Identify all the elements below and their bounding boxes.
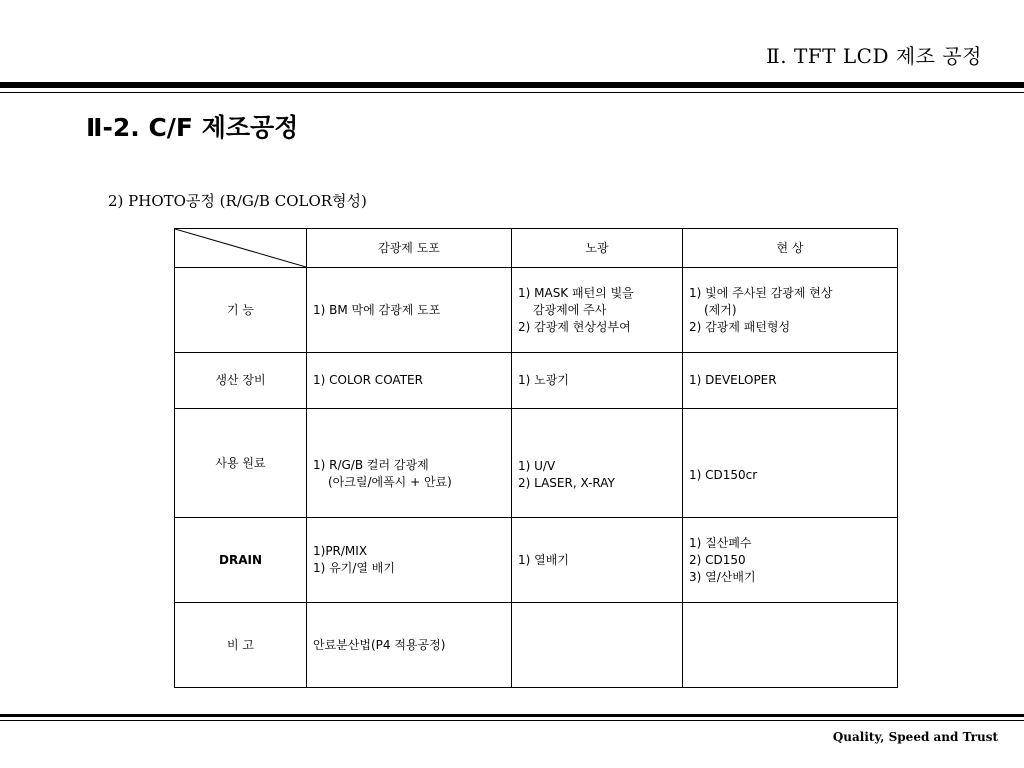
cell-equipment-develop: [683, 353, 898, 409]
cell-line: 1)PR/MIX: [313, 544, 368, 558]
cell-drain-exposure: [512, 518, 683, 603]
table-row: [175, 268, 898, 353]
cell-line: 1) 노광기: [518, 373, 569, 387]
cell-function-coating: [307, 268, 512, 353]
header-title: Ⅱ. TFT LCD 제조 공정: [766, 44, 982, 68]
cell-line: 2) CD150: [689, 552, 746, 567]
cell-line: 1) 질산폐수: [689, 535, 752, 550]
cell-line: 1) DEVELOPER: [689, 373, 777, 387]
row-label-materials: 사용 원료: [175, 409, 307, 518]
header-rule-thin: [0, 92, 1024, 93]
cell-line: 1) U/V: [518, 459, 556, 473]
cell-line: (제거): [704, 302, 737, 317]
cell-materials-coating: [307, 409, 512, 518]
cell-remarks-develop: [683, 603, 898, 688]
cell-function-exposure: [512, 268, 683, 353]
cell-line: 1) CD150cr: [689, 467, 758, 482]
section-title: Ⅱ-2. C/F 제조공정: [86, 113, 299, 142]
cell-function-develop: [683, 268, 898, 353]
row-label-drain: DRAIN: [175, 518, 307, 603]
cell-line: 1) COLOR COATER: [313, 373, 423, 387]
cell-line: 감광제에 주사: [533, 302, 607, 317]
column-header-coating: 감광제 도포: [307, 229, 512, 268]
cell-line: 1) BM 막에 감광제 도포: [313, 302, 441, 317]
corner-diagonal-cell: [175, 229, 307, 268]
row-label-remarks: 비 고: [175, 603, 307, 688]
cell-line: 1) R/G/B 컬러 감광제: [313, 458, 429, 472]
cell-drain-coating: [307, 518, 512, 603]
cell-line: 1) MASK 패턴의 빛을: [518, 285, 634, 300]
column-header-develop: 현 상: [683, 229, 898, 268]
footer-rule-thick: [0, 714, 1024, 717]
cell-line: 1) 열배기: [518, 552, 569, 567]
subsection-title: 2) PHOTO공정 (R/G/B COLOR형성): [108, 192, 367, 210]
table-row: [175, 409, 898, 518]
table-header-row: [175, 229, 898, 268]
row-label-equipment: 생산 장비: [175, 353, 307, 409]
cell-remarks-coating: [307, 603, 512, 688]
cell-remarks-exposure: [512, 603, 683, 688]
cell-line: (아크릴/에폭시 + 안료): [328, 475, 452, 489]
cell-line: 3) 열/산배기: [689, 569, 756, 584]
cell-line: 2) LASER, X-RAY: [518, 476, 615, 490]
cell-materials-exposure: [512, 409, 683, 518]
cell-equipment-exposure: [512, 353, 683, 409]
table-row: [175, 353, 898, 409]
cell-line: 2) 감광제 패턴형성: [689, 319, 791, 334]
table-row: [175, 603, 898, 688]
cell-line: 1) 유기/열 배기: [313, 561, 395, 575]
process-table: [174, 228, 898, 688]
diagonal-line: [175, 229, 306, 267]
footer-rule-thin: [0, 720, 1024, 721]
table-row: [175, 518, 898, 603]
footer-tagline: Quality, Speed and Trust: [832, 730, 998, 744]
column-header-exposure: 노광: [512, 229, 683, 268]
row-label-function: 기 능: [175, 268, 307, 353]
cell-equipment-coating: [307, 353, 512, 409]
header-rule-thick: [0, 82, 1024, 88]
cell-materials-develop: [683, 409, 898, 518]
cell-line: 안료분산법(P4 적용공정): [313, 637, 446, 652]
cell-line: 1) 빛에 주사된 감광제 현상: [689, 285, 833, 300]
cell-line: 2) 감광제 현상성부여: [518, 319, 631, 334]
cell-drain-develop: [683, 518, 898, 603]
